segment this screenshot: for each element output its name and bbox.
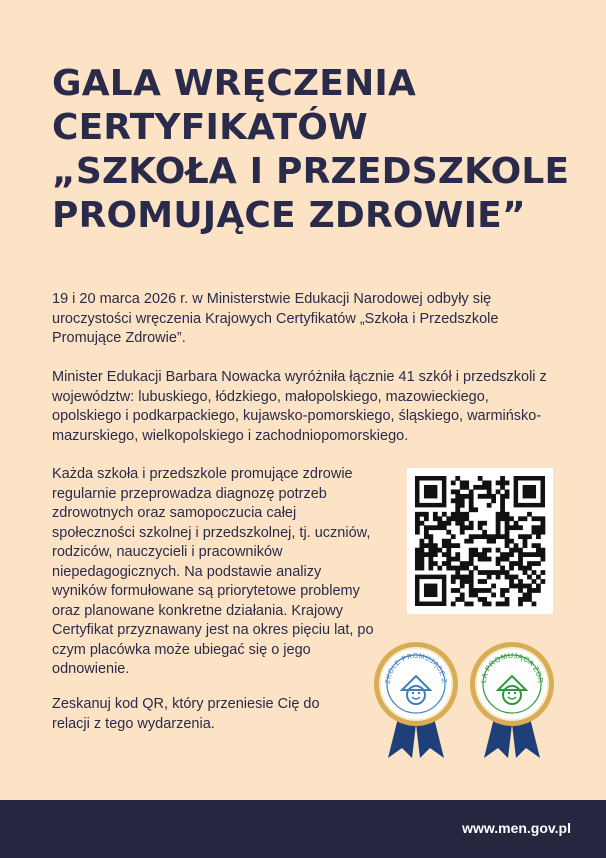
title-line-2: CERTYFIKATÓW — [52, 107, 368, 148]
title-line-3: „SZKOŁA I PRZEDSZKOLE — [52, 151, 570, 192]
school-health-badge-icon — [468, 640, 556, 760]
svg-text:PRZEDSZKOLE PROMUJĄCE ZDROWIE: ZKOLE PROMUJĄCE Z — [384, 652, 448, 685]
scan-qr-paragraph: Zeskanuj kod QR, który przeniesie Cię do relacji z tego wydarzenia. — [52, 696, 320, 732]
title-line-1: GALA WRĘCZENIA — [52, 63, 417, 104]
awards-paragraph: Minister Edukacji Barbara Nowacka wyróżniła łącznie 41 szkół i przedszkoli z województw: lubuskiego, łódzkiego, małopolskiego, mazowieckiego, opolskiego i podkarpackiego, kujawsko-pomorskiego, śląskiego, warmińsko-mazurskiego, wielkopolskiego i zachodniopomorskiego. — [52, 369, 547, 444]
page-title — [52, 62, 572, 238]
event-paragraph: 19 i 20 marca 2026 r. w Ministerstwie Edukacji Narodowej odbyły się uroczystości wręczenia Krajowych Certyfikatów „Szkoła i Przedszkole Promujące Zdrowie”. — [52, 291, 499, 346]
website-link[interactable]: www.men.gov.pl — [462, 820, 571, 836]
title-line-4: PROMUJĄCE ZDROWIE” — [52, 195, 526, 236]
preschool-health-badge-icon — [372, 640, 460, 760]
certificate-paragraph: Każda szkoła i przedszkole promujące zdrowie regularnie przeprowadza diagnozę potrzeb zdrowotnych oraz samopoczucia całej społeczności szkolnej i przedszkolnej, tj. uczniów, rodziców, nauczycieli i pracowników niepedagogicznych. Na podstawie analizy wyników formułowane są priorytetowe problemy oraz planowane konkretne działania. Krajowy Certyfikat przyznawany jest na okres pięciu lat, po czym placówka może ubiegać się o jego odnowienie. — [52, 466, 374, 677]
footer-bar — [0, 800, 606, 858]
qr-code-icon[interactable] — [407, 468, 553, 614]
svg-text:SZKOŁA PROMUJĄCA ZDROWIE: ŁA PROMUJĄCA ZDR — [478, 650, 546, 684]
